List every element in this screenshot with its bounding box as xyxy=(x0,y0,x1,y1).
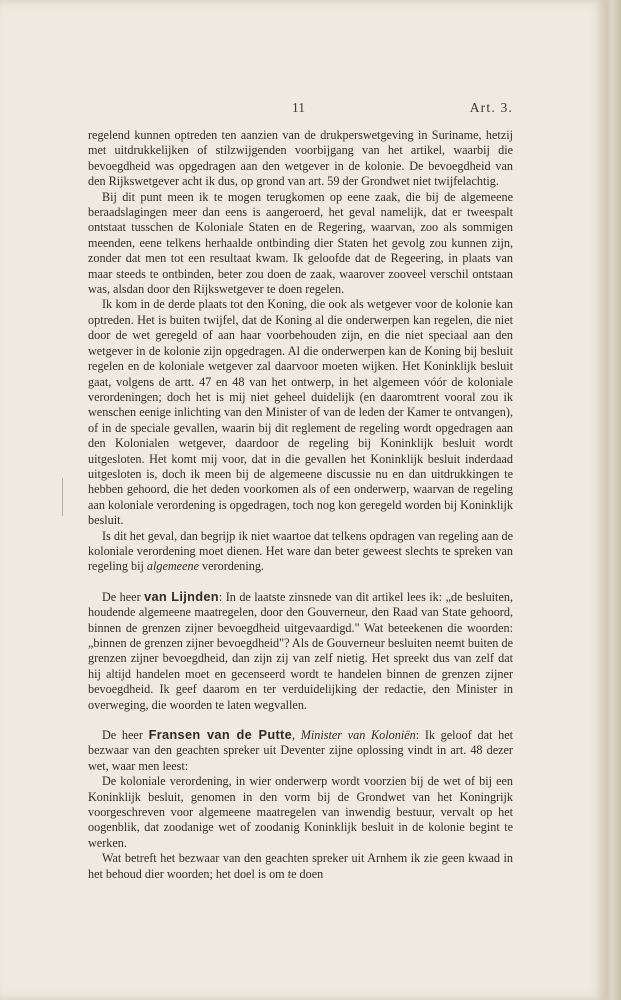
page-number: 11 xyxy=(292,100,305,115)
page-edge xyxy=(606,0,621,1000)
speech-text: : In de laatste zinsnede van dit artikel lees ik: „de besluiten, houdende algemeene maatregelen, door den Gouverneur, den Raad van State gehoord, binnen de grenzen zijner bevoegdheid uitgevaardigd." Wat beteekenen die woorden: „binnen de grenzen zijner bevoegdheid"? Als de Gouverneur besluiten neemt buiten de grenzen zijner bevoegdheid, dan zijn zij van zelf nietig. Het spreekt dus van zelf dat hij altijd handelen moet en gecenseerd wordt te handelen binnen de grenzen zijner bevoegdheid. Ik geef daarom en ter verduidelijking der redactie, den Minister in overweging, die woorden te laten wegvallen. xyxy=(88,589,513,712)
paragraph: Bij dit punt meen ik te mogen terugkomen op eene zaak, die bij de algemeene beraadslagingen meer dan eens is aangeroerd, het geval namelijk, dat er tweespalt ontstaat tusschen de Koloniale Staten en de Regering, waarvan, zoo als sommigen meenden, eene telkens herhaalde ontbinding dier Staten het gevolg zou kunnen zijn, zonder dat men tot een resultaat kwam. Ik geloofde dat de Regeering, in plaats van maar steeds te ontbinden, beter zou doen de zaak, waarover zooveel verschil ontstaan was, alsdan door den Rijkswetgever te doen regelen. xyxy=(88,189,513,297)
speech-text: : Ik geloof dat het bezwaar van den geachten spreker uit Deventer zijne oplossing vindt in art. 48 dezer wet, waar men leest: xyxy=(88,728,513,773)
quoted-paragraph: De koloniale verordening, in wier onderwerp wordt voorzien bij de wet of bij een Koninklijk besluit, genomen in den vorm bij de Grondwet van het Koningrijk voorgeschreven voor algemeene maatregelen van inwendig bestuur, vervalt op het oogenblik, dat zoodanige wet of zoodanig Koninklijk besluit in de kolonie begint te werken. xyxy=(88,774,513,850)
speaker-name: van Lijnden xyxy=(144,588,219,604)
speaker-role: Minister van Koloniën xyxy=(300,728,416,743)
body-text xyxy=(88,128,513,882)
speech-separator: , xyxy=(291,728,301,743)
paragraph: regelend kunnen optreden ten aanzien van de drukperswetgeving in Suriname, hetzij met uitdrukkelijken of stilzwijgenden voorbijgang van het artikel, waarbij die bevoegdheid was opgedragen aan den wetgever in de kolonie. De bevoegdheid van den Rijkswetgever acht ik dus, op grond van art. 59 der Grondwet niet twijfelachtig. xyxy=(88,128,513,189)
running-header xyxy=(88,100,513,116)
speech-prefix: De heer xyxy=(102,728,149,743)
speech-van-lijnden xyxy=(88,589,513,713)
margin-mark xyxy=(62,478,63,516)
speech-fransen-van-de-putte xyxy=(88,727,513,774)
article-label: Art. 3. xyxy=(469,100,513,115)
speaker-name: Fransen van de Putte xyxy=(148,727,292,743)
paragraph-text: verordening. xyxy=(199,559,264,574)
speech-prefix: De heer xyxy=(102,589,145,604)
paragraph: Wat betreft het bezwaar van den geachten spreker uit Arnhem ik zie geen kwaad in het behoud dier woorden; het doel is om te doen xyxy=(88,851,513,881)
paragraph-text: Is dit het geval, dan begrijp ik niet waartoe dat telkens opdragen van regeling aan de koloniale verordening moet dienen. Het ware dan beter geweest slechts te spreken van regeling bij xyxy=(88,528,513,574)
paragraph xyxy=(88,529,513,575)
emphasis: algemeene xyxy=(146,559,199,574)
paragraph: Ik kom in de derde plaats tot den Koning, die ook als wetgever voor de kolonie kan optreden. Het is buiten twijfel, dat de Koning al die onderwerpen kan regelen, die niet door de wet geregeld of aan haar voorbehouden zijn, en die niet speciaal aan den wetgever in de kolonie zijn opgedragen. Al die onderwerpen kan de Koning bij besluit regelen en de koloniale wetgever zal daarvoor moeten wijken. Het Koninklijk besluit gaat, volgens de artt. 47 en 48 van het ontwerp, in het algemeen vóór de koloniale verordeningen; doch het is mij niet geheel duidelijk (en daaromtrent vooral zou ik wenschen eenige inlichting van den Minister of van de leden der Kamer te ontvangen), of in de speciale gevallen, waarin bij dit reglement de regeling wordt opgedragen aan den Kolonialen wetgever, daardoor de regeling bij Koninklijk besluit wordt uitgesloten. Het komt mij voor, dat in die gevallen het Koninklijk besluit inderdaad uitgesloten is, doch ik meen bij de algemeene discussie nu en dan uitdrukkingen te hebben gehoord, die het deden voorkomen als of een onderwerp, waarvan de regeling aan koloniale verordening is opgedragen, toch nog kon geregeld worden bij Koninklijk besluit. xyxy=(88,297,513,528)
